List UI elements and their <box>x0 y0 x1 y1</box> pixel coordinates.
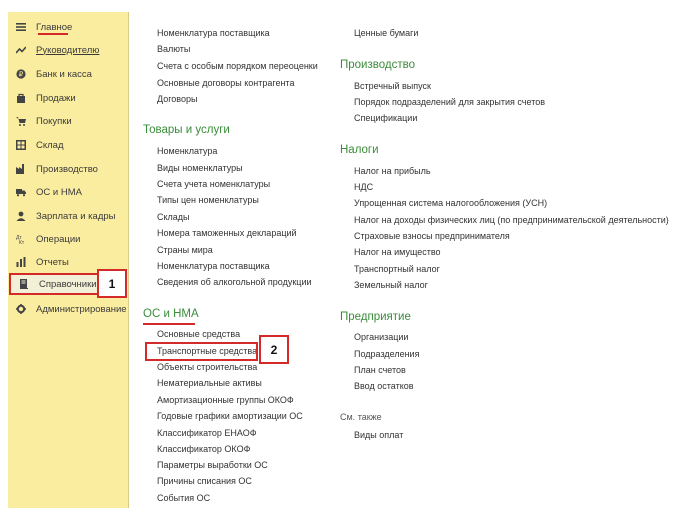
group-title-goods: Товары и услуги <box>143 124 230 136</box>
bag-icon <box>16 93 26 103</box>
person-icon <box>16 211 26 221</box>
group-title-taxes: Налоги <box>340 144 379 156</box>
link-organizations[interactable]: Организации <box>354 332 409 342</box>
sidebar-item-label: Справочники <box>39 278 97 290</box>
sidebar-item-label: Банк и касса <box>36 68 92 80</box>
sidebar-item-fixed-assets[interactable] <box>8 181 129 203</box>
book-icon <box>19 279 29 289</box>
link-warehouses[interactable]: Склады <box>157 212 190 222</box>
sidebar-item-label: Операции <box>36 233 81 245</box>
link-land-tax[interactable]: Земельный налог <box>354 280 428 290</box>
sidebar-item-production[interactable] <box>8 158 129 180</box>
link-depreciation-schedules[interactable]: Годовые графики амортизации ОС <box>157 411 303 421</box>
sidebar-item-label: Руководителю <box>36 44 100 56</box>
svg-text:Кт: Кт <box>19 240 25 244</box>
link-nomenclature[interactable]: Номенклатура <box>157 146 218 156</box>
link-okof-groups[interactable]: Амортизационные группы ОКОФ <box>157 395 294 405</box>
truck-icon <box>16 187 26 197</box>
gear-icon <box>16 304 26 314</box>
link-property-tax[interactable]: Налог на имущество <box>354 247 441 257</box>
link-writeoff-reasons[interactable]: Причины списания ОС <box>157 476 252 486</box>
group-underline <box>143 323 195 325</box>
link-transport-tax[interactable]: Транспортный налог <box>354 264 440 274</box>
group-title-enterprise: Предприятие <box>340 311 411 323</box>
link-customs-declarations[interactable]: Номера таможенных деклараций <box>157 228 297 238</box>
sidebar-item-label: Зарплата и кадры <box>36 210 116 222</box>
link-currencies[interactable]: Валюты <box>157 44 191 54</box>
sidebar-item-label: Производство <box>36 163 98 175</box>
link-main-contracts[interactable]: Основные договоры контрагента <box>157 78 295 88</box>
sidebar-item-label: Продажи <box>36 92 76 104</box>
link-contracts[interactable]: Договоры <box>157 94 198 104</box>
link-vehicles[interactable]: Транспортные средства <box>157 346 258 356</box>
debit-credit-icon <box>16 234 26 244</box>
main-underline <box>38 33 68 35</box>
link-revaluation-accounts[interactable]: Счета с особым порядком переоценки <box>157 61 318 71</box>
link-price-types[interactable]: Типы цен номенклатуры <box>157 195 259 205</box>
link-securities[interactable]: Ценные бумаги <box>354 28 419 38</box>
link-usn[interactable]: Упрощенная система налогообложения (УСН) <box>354 198 548 208</box>
sidebar-item-label: Покупки <box>36 115 72 127</box>
link-payment-types[interactable]: Виды оплат <box>354 430 404 440</box>
sidebar-item-label: Склад <box>36 139 64 151</box>
sidebar-item-label: ОС и НМА <box>36 186 82 198</box>
link-enaof[interactable]: Классификатор ЕНАОФ <box>157 428 257 438</box>
group-title-production: Производство <box>340 59 415 71</box>
annotation-badge-1: 1 <box>97 269 127 298</box>
link-profit-tax[interactable]: Налог на прибыль <box>354 166 431 176</box>
link-supplier-nomenclature-top[interactable]: Номенклатура поставщика <box>157 28 270 38</box>
link-ndfl[interactable]: Налог на доходы физических лиц (по предпринимательской деятельности) <box>354 215 669 225</box>
link-intangible-assets[interactable]: Нематериальные активы <box>157 378 262 388</box>
link-nomenclature-types[interactable]: Виды номенклатуры <box>157 163 243 173</box>
chart-icon <box>16 257 26 267</box>
references-panel <box>129 12 673 518</box>
see-also-title: См. также <box>340 412 382 422</box>
svg-text:₽: ₽ <box>18 71 24 79</box>
link-chart-of-accounts[interactable]: План счетов <box>354 365 406 375</box>
sidebar-item-label: Отчеты <box>36 256 69 268</box>
link-supplier-nomenclature[interactable]: Номенклатура поставщика <box>157 261 270 271</box>
trend-icon <box>16 45 26 55</box>
sidebar-item-manager[interactable] <box>8 39 129 61</box>
cart-icon <box>16 116 26 126</box>
link-insurance-contributions[interactable]: Страховые взносы предпринимателя <box>354 231 510 241</box>
link-output-params[interactable]: Параметры выработки ОС <box>157 460 268 470</box>
link-departments[interactable]: Подразделения <box>354 349 420 359</box>
link-construction-objects[interactable]: Объекты строительства <box>157 362 258 372</box>
group-title-fixed-assets: ОС и НМА <box>143 308 199 320</box>
sidebar-item-label: Главное <box>36 21 73 33</box>
coin-icon <box>16 69 26 79</box>
link-nomenclature-accounts[interactable]: Счета учета номенклатуры <box>157 179 271 189</box>
sidebar <box>8 12 129 508</box>
highlight-vehicles <box>145 342 258 361</box>
svg-text:Дт: Дт <box>16 235 22 241</box>
sidebar-item-salary[interactable] <box>8 205 129 227</box>
link-fixed-assets[interactable]: Основные средства <box>157 329 241 339</box>
factory-icon <box>16 164 26 174</box>
sidebar-item-bank[interactable] <box>8 63 129 85</box>
sidebar-item-operations[interactable] <box>8 228 129 250</box>
link-alcohol-info[interactable]: Сведения об алкогольной продукции <box>157 277 312 287</box>
sidebar-item-label: Администрирование <box>36 303 127 315</box>
sidebar-item-sales[interactable] <box>8 87 129 109</box>
link-specifications[interactable]: Спецификации <box>354 113 418 123</box>
link-okof[interactable]: Классификатор ОКОФ <box>157 444 251 454</box>
link-department-order[interactable]: Порядок подразделений для закрытия счетов <box>354 97 546 107</box>
link-countries[interactable]: Страны мира <box>157 245 213 255</box>
link-counter-output[interactable]: Встречный выпуск <box>354 81 431 91</box>
sidebar-item-admin[interactable] <box>8 298 129 320</box>
sidebar-item-main[interactable] <box>8 16 129 38</box>
menu-icon <box>16 22 26 32</box>
annotation-badge-2: 2 <box>259 335 289 364</box>
link-os-events[interactable]: События ОС <box>157 493 211 503</box>
link-vat[interactable]: НДС <box>354 182 374 192</box>
sidebar-item-warehouse[interactable] <box>8 134 129 156</box>
sidebar-item-purchases[interactable] <box>8 110 129 132</box>
warehouse-icon <box>16 140 26 150</box>
link-opening-balances[interactable]: Ввод остатков <box>354 381 414 391</box>
